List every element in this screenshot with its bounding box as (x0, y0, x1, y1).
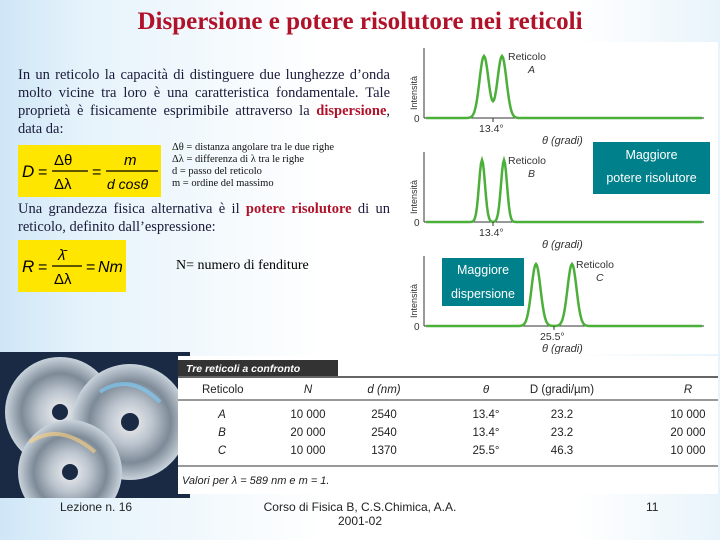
table-cell: 23.2 (550, 427, 574, 439)
table-cell: 20 000 (670, 427, 706, 439)
formula-d-lhs: D (22, 162, 35, 181)
legend-line: Δλ = differenza di λ tra le righe (172, 154, 304, 165)
grating-label: Reticolo (576, 259, 614, 271)
comparison-table-svg (178, 356, 718, 494)
formula-frac2-den: d cosθ (107, 176, 149, 192)
callout-line: Maggiore (625, 148, 678, 162)
intensity-graphs-panel (404, 42, 718, 354)
grating-label: Reticolo (508, 51, 546, 63)
formula-r-eq2: = (86, 259, 96, 276)
y-axis-zero: 0 (414, 218, 420, 229)
formula-frac2-num: m (124, 152, 137, 169)
formula-r-num: λ̄ (58, 247, 66, 264)
y-axis-zero: 0 (414, 322, 420, 333)
cd-hole (62, 464, 78, 480)
angle-label: 13.4° (479, 123, 504, 135)
formula-eq1: = (38, 164, 48, 181)
x-axis-label: θ (gradi) (542, 239, 583, 251)
table-header-row (202, 384, 692, 396)
cd-hole (121, 413, 139, 431)
table-cell: 46.3 (550, 445, 574, 457)
table-cell: 13.4° (472, 427, 500, 439)
table-cell: C (217, 445, 227, 457)
resolver-callout (593, 142, 710, 194)
intro-keyword: dispersione (316, 103, 387, 119)
legend-line: m = ordine del massimo (172, 178, 274, 189)
grating-letter: B (528, 168, 536, 180)
grating-letter: C (596, 272, 604, 284)
x-axis-label: θ (gradi) (542, 135, 583, 147)
table-cell: A (218, 409, 226, 421)
footer-lesson: Lezione n. 16 (60, 500, 133, 514)
dispersion-callout (442, 258, 524, 306)
table-header-cell: d (nm) (367, 384, 401, 396)
table-cell: B (218, 427, 226, 439)
legend-line: Δθ = distanza angolare tra le due righe (172, 142, 335, 153)
footer-course (240, 500, 480, 528)
cd-image (0, 352, 190, 498)
table-footnote: Valori per λ = 589 nm e m = 1. (182, 475, 330, 487)
table-cell: 20 000 (290, 427, 326, 439)
dispersion-formula-svg (18, 145, 161, 197)
variable-legend (172, 142, 402, 190)
resolving-formula-svg (18, 240, 126, 292)
formula-eq2: = (92, 164, 102, 181)
cd-hole (52, 404, 68, 420)
table-row (218, 445, 706, 457)
callout-line: Maggiore (456, 263, 510, 277)
formula-frac1-den: Δλ (54, 176, 72, 193)
formula-r-den: Δλ (54, 271, 72, 288)
y-axis-label: Intensità (409, 283, 419, 318)
table-cell: 10 000 (290, 445, 326, 457)
formula-r-eq1: = (38, 259, 48, 276)
intro-text: In un reticolo la capacità di distinguere due lunghezze d’onda molto vicine tra loro è una caratteristica fondamentale. Tale proprietà è fisicamente esprimibile attraverso la (18, 67, 390, 119)
grating-label: Reticolo (508, 155, 546, 167)
footer-course-line: 2001-02 (337, 514, 383, 528)
footer-course-line: Corso di Fisica B, C.S.Chimica, A.A. (263, 500, 457, 514)
intro-tail: , data da: (18, 103, 390, 137)
resolving-text: Una grandezza fisica alternativa è il (18, 201, 246, 217)
table-cell: 2540 (371, 409, 397, 421)
table-body (217, 409, 705, 457)
table-header-cell: D (gradi/µm) (529, 384, 595, 396)
formula-frac1-num: Δθ (54, 152, 73, 169)
footer-page-number: 11 (646, 500, 659, 514)
y-axis-label: Intensità (409, 75, 419, 110)
x-axis-label: θ (gradi) (542, 343, 583, 354)
table-cell: 10 000 (290, 409, 326, 421)
y-axis-zero: 0 (414, 114, 420, 125)
resolving-keyword: potere risolutore (245, 201, 352, 217)
comparison-table (178, 356, 718, 494)
table-cell: 25.5° (472, 445, 500, 457)
table-header-cell: θ (482, 384, 490, 396)
table-header-cell: R (683, 384, 693, 396)
grating-letter: A (528, 64, 536, 76)
intensity-graphs (404, 42, 718, 354)
dispersion-formula (18, 145, 161, 197)
table-cell: 23.2 (550, 409, 574, 421)
angle-label: 13.4° (479, 227, 504, 239)
formula-r-lhs: R (22, 257, 35, 276)
callout-line: potere risolutore (606, 171, 697, 185)
table-cell: 10 000 (670, 445, 706, 457)
table-caption: Tre reticoli a confronto (186, 363, 301, 375)
table-header-cell: N (303, 384, 313, 396)
table-cell: 10 000 (670, 409, 706, 421)
resolving-tail: di un reticolo, definito dall’espressione: (18, 201, 390, 235)
table-row (217, 409, 705, 421)
table-cell: 2540 (371, 427, 397, 439)
slide-title: Dispersione e potere risolutore nei reticoli (137, 8, 583, 35)
table-cell: 13.4° (472, 409, 500, 421)
fenditure-note: N= numero di fenditure (176, 258, 309, 273)
formula-r-rhs: Nm (98, 259, 123, 276)
intro-paragraph (18, 66, 390, 138)
table-header-cell: Reticolo (202, 384, 244, 396)
y-axis-label: Intensità (409, 179, 419, 214)
table-cell: 1370 (371, 445, 397, 457)
angle-label: 25.5° (540, 331, 565, 343)
resolving-formula (18, 240, 126, 292)
legend-line: d = passo del reticolo (172, 166, 262, 177)
cd-illustration (0, 352, 190, 498)
resolving-paragraph (18, 200, 390, 236)
callout-line: dispersione (451, 287, 515, 301)
table-row (218, 427, 705, 439)
intensity-curve (426, 56, 702, 118)
